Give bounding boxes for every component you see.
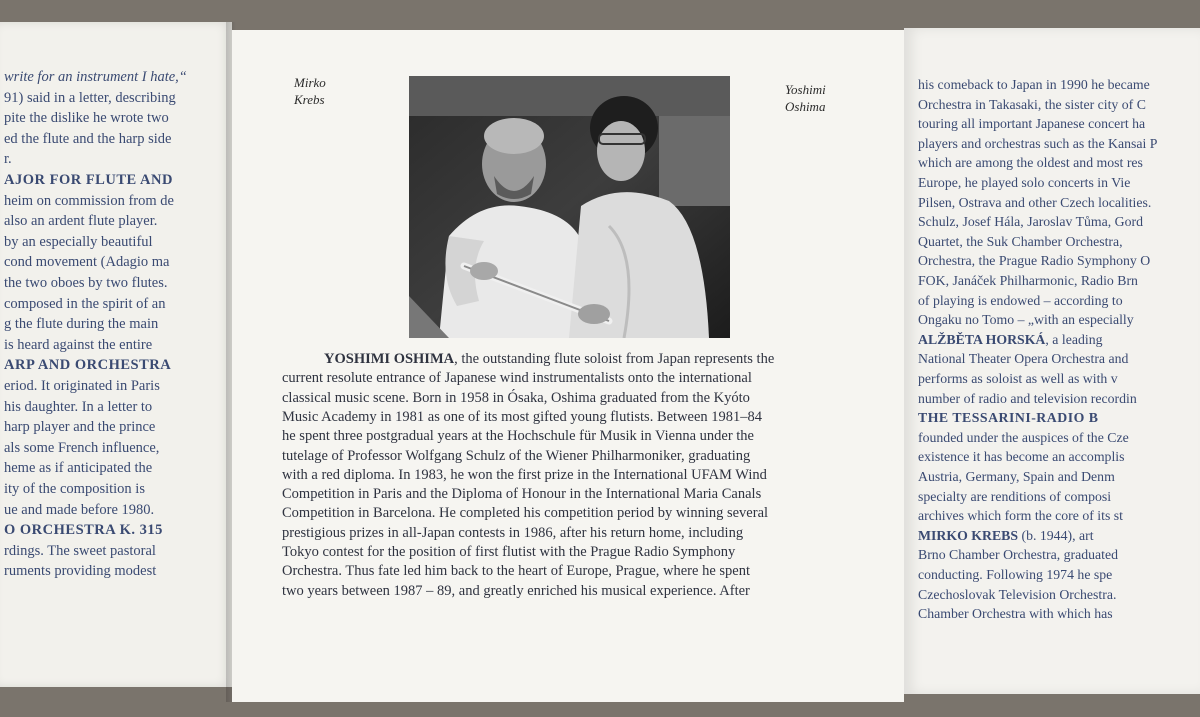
text-line xyxy=(918,350,1128,368)
bio-line-text: current resolute entrance of Japanese wind instrumentalists onto the international xyxy=(282,370,752,387)
bio-line xyxy=(282,485,761,504)
line-text: National Theater Opera Orchestra and xyxy=(918,351,1129,367)
bio-line xyxy=(282,427,754,446)
line-text: cond movement (Adagio ma xyxy=(4,254,170,271)
bold-name: MIRKO KREBS xyxy=(918,527,1019,543)
text-line xyxy=(918,272,1138,290)
line-text: Czechoslovak Television Orchestra. xyxy=(918,586,1117,602)
text-line xyxy=(918,527,1094,545)
text-line xyxy=(4,150,12,168)
bold-name: ALŽBĚTA HORSKÁ xyxy=(918,331,1046,347)
text-line xyxy=(4,480,145,498)
line-text: also an ardent flute player. xyxy=(4,213,158,230)
text-line xyxy=(918,233,1123,251)
bio-line-text: Orchestra. Thus fate led him back to the heart of Europe, Prague, where he spent xyxy=(282,563,750,580)
text-line xyxy=(4,439,159,457)
line-text: pite the dislike he wrote two xyxy=(4,110,169,127)
bio-line xyxy=(282,543,735,562)
line-text: eriod. It originated in Paris xyxy=(4,378,160,394)
line-text: heme as if anticipated the xyxy=(4,460,153,477)
line-text: ity of the composition is xyxy=(4,481,145,497)
bio-line-text: classical music scene. Born in 1958 in Ósaka, Oshima graduated from the Kyóto xyxy=(282,389,750,406)
section-heading xyxy=(4,356,171,374)
text-line xyxy=(918,174,1130,192)
text-line xyxy=(918,311,1134,329)
line-text: Europe, he played solo concerts in Vie xyxy=(918,175,1131,190)
bio-line xyxy=(282,389,750,408)
line-text: by an especially beautiful xyxy=(4,233,153,250)
text-line xyxy=(4,295,165,313)
bio-line xyxy=(282,524,743,543)
line-text: touring all important Japanese concert ha xyxy=(918,116,1146,132)
text-line xyxy=(4,398,152,416)
text-line xyxy=(4,459,152,477)
line-text: (b. 1944), art xyxy=(1018,527,1094,543)
line-text: Schulz, Josef Hála, Jaroslav Tůma, Gord xyxy=(918,214,1144,230)
line-text: specialty are renditions of composi xyxy=(918,488,1112,504)
bio-line-text: tutelage of Professor Wolfgang Schulz of the Wiener Philharmoniker, graduating xyxy=(282,447,751,464)
bio-line-text: two years between 1987 – 89, and greatly enriched his musical experience. After xyxy=(282,582,750,599)
line-text: Chamber Orchestra with which has xyxy=(918,606,1113,622)
line-text: FOK, Janáček Philharmonic, Radio Brn xyxy=(918,273,1138,288)
line-text: conducting. Following 1974 he spe xyxy=(918,567,1113,582)
line-text: performs as soloist as well as with v xyxy=(918,371,1118,386)
line-text: of playing is endowed – according to xyxy=(918,292,1123,308)
line-text: ed the flute and the harp side xyxy=(4,130,172,147)
line-text: rdings. The sweet pastoral xyxy=(4,542,156,559)
text-line xyxy=(4,501,154,519)
bio-line-text: Tokyo contest for the position of first flutist with the Prague Radio Symphony xyxy=(282,544,736,560)
caption-yoshimi-oshima: Yoshimi Oshima xyxy=(785,82,826,114)
text-line xyxy=(4,418,155,436)
bio-line xyxy=(282,504,768,523)
bio-line xyxy=(282,466,767,485)
line-text: ruments providing modest xyxy=(4,563,157,580)
left-panel xyxy=(0,22,232,687)
text-line xyxy=(918,429,1129,447)
photo-illustration xyxy=(409,76,730,338)
bio-line xyxy=(282,369,752,388)
line-text: founded under the auspices of the Cze xyxy=(918,429,1129,445)
line-text: Brno Chamber Orchestra, graduated xyxy=(918,547,1118,563)
bio-line xyxy=(282,447,750,466)
text-line xyxy=(4,109,169,127)
text-line xyxy=(4,315,158,333)
text-line xyxy=(918,390,1137,408)
bio-line-text: he spent three postgradual years at the Hochschule für Musik in Vienna under the xyxy=(282,428,754,445)
text-line xyxy=(918,488,1111,506)
line-text: existence it has become an accomplis xyxy=(918,449,1125,465)
text-line xyxy=(4,192,174,210)
line-text: his daughter. In a letter to xyxy=(4,398,153,415)
line-text: als some French influence, xyxy=(4,439,160,456)
bio-line-text: Competition in Barcelona. He completed his competition period by winning several xyxy=(282,505,769,522)
text-line xyxy=(918,252,1150,270)
line-text: Austria, Germany, Spain and Denm xyxy=(918,469,1115,484)
line-text: O ORCHESTRA K. 315 xyxy=(4,522,163,539)
photo-two-men-with-flute xyxy=(409,76,730,338)
text-line xyxy=(4,562,156,580)
text-line xyxy=(918,213,1143,231)
text-line xyxy=(918,546,1118,564)
bio-line xyxy=(282,408,762,427)
text-line xyxy=(918,154,1143,172)
line-text: Quartet, the Suk Chamber Orchestra, xyxy=(918,233,1123,249)
text-line xyxy=(918,586,1116,604)
line-text: g the flute during the main xyxy=(4,316,159,333)
bio-line xyxy=(282,582,750,601)
text-line xyxy=(918,96,1146,114)
line-text: AJOR FOR FLUTE AND xyxy=(4,172,173,188)
text-line xyxy=(918,370,1118,388)
line-text: players and orchestras such as the Kansai P xyxy=(918,135,1158,151)
line-text: heim on commission from de xyxy=(4,192,174,209)
line-text: number of radio and television recordin xyxy=(918,390,1137,406)
text-line xyxy=(918,448,1125,466)
bio-line-text: prestigious prizes in all-Japan contests in 1986, after his return home, including xyxy=(282,524,744,541)
text-line xyxy=(4,68,187,86)
bio-line xyxy=(324,350,774,369)
caption-mirko-krebs: Mirko Krebs xyxy=(294,75,326,107)
text-line xyxy=(4,377,160,395)
section-heading xyxy=(918,409,1098,427)
line-text: , a leading xyxy=(1045,331,1103,347)
section-heading xyxy=(4,521,163,539)
text-line xyxy=(918,194,1151,212)
text-line xyxy=(4,233,153,251)
text-line xyxy=(918,566,1112,584)
text-line xyxy=(918,135,1157,153)
line-text: Orchestra in Takasaki, the sister city of C xyxy=(918,96,1146,112)
line-text: r. xyxy=(4,151,12,168)
line-text: 91) said in a letter, describing xyxy=(4,89,176,106)
line-text: ARP AND ORCHESTRA xyxy=(4,357,172,374)
text-line xyxy=(918,76,1150,94)
bio-line xyxy=(282,562,750,581)
bio-name-lead: YOSHIMI OSHIMA xyxy=(324,351,455,367)
center-panel xyxy=(232,30,904,702)
text-line xyxy=(918,331,1103,349)
bio-line-text: with a red diploma. In 1983, he won the first prize in the International UFAM Wind xyxy=(282,466,767,483)
line-text: write for an instrument I hate,“ xyxy=(4,69,187,85)
text-line xyxy=(918,605,1113,623)
line-text: harp player and the prince xyxy=(4,419,156,436)
line-text: the two oboes by two flutes. xyxy=(4,275,168,291)
text-line xyxy=(4,336,152,354)
text-line xyxy=(4,89,176,107)
bio-line-text: , the outstanding flute soloist from Japan represents the xyxy=(454,351,775,367)
line-text: Orchestra, the Prague Radio Symphony O xyxy=(918,253,1151,269)
text-line xyxy=(918,468,1115,486)
text-line xyxy=(4,542,156,560)
line-text: is heard against the entire xyxy=(4,336,153,353)
line-text: Pilsen, Ostrava and other Czech localities. xyxy=(918,194,1152,210)
section-heading xyxy=(4,171,173,189)
text-line xyxy=(4,130,172,148)
text-line xyxy=(918,115,1145,133)
text-line xyxy=(4,212,157,230)
line-text: which are among the oldest and most res xyxy=(918,155,1143,171)
line-text: THE TESSARINI-RADIO B xyxy=(918,410,1099,426)
line-text: composed in the spirit of an xyxy=(4,295,166,312)
right-panel xyxy=(904,28,1200,694)
line-text: his comeback to Japan in 1990 he became xyxy=(918,77,1150,92)
bio-line-text: Competition in Paris and the Diploma of Honour in the International Maria Canals xyxy=(282,486,762,503)
text-line xyxy=(918,507,1123,525)
text-line xyxy=(4,253,170,271)
line-text: archives which form the core of its st xyxy=(918,508,1123,524)
line-text: ue and made before 1980. xyxy=(4,501,155,518)
text-line xyxy=(918,292,1123,310)
text-line xyxy=(4,274,168,292)
line-text: Ongaku no Tomo – „with an especially xyxy=(918,312,1134,328)
bio-line-text: Music Academy in 1981 as one of its most gifted young flutists. Between 1981–84 xyxy=(282,408,763,425)
